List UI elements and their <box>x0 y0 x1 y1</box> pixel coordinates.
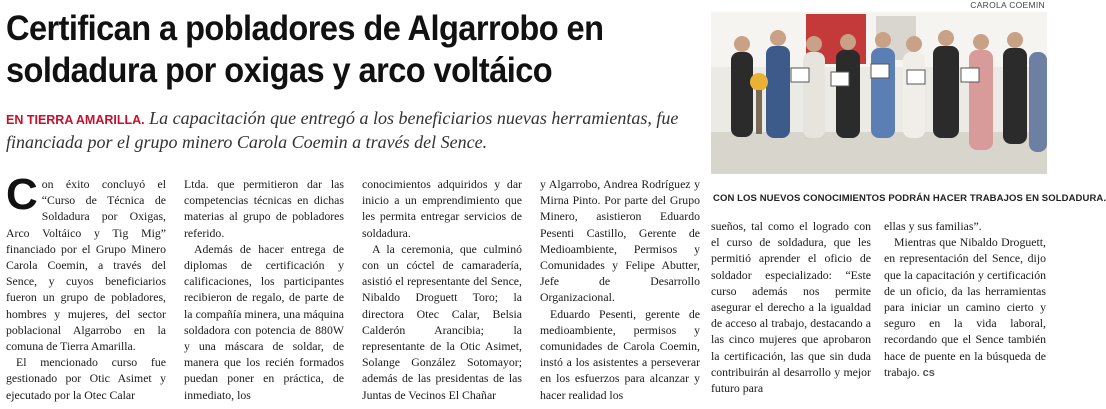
paragraph: sueños, tal como el logrado con el curso de soldadura, que les permitió aprender el oficio de soldador especializado: “Este curso además nos permite asegurar el derecho a la igualdad de acceso al trabajo, destacando a las cinco mujeres que aprobaron la certificación, las que sin duda contribuirán al desarrollo y mejor futuro para <box>711 219 871 396</box>
end-mark: cs <box>922 366 935 379</box>
paragraph-text: Mientras que Nibaldo Droguett, en representación del Sence, dijo que la capacitación y certificación de un oficio, da las herramientas para iniciar un camino cierto y seguro en la vida laboral, recordando que el Sence también hace de puente en la búsqueda de trabajo. <box>884 235 1046 379</box>
body-column-6 <box>884 218 1046 381</box>
paragraph <box>6 170 166 354</box>
paragraph: y Algarrobo, Andrea Rodríguez y Mirna Pinto. Por parte del Grupo Minero, asistieron Eduardo Pesenti Castillo, Gerente de Medioambiente, Permisos y Comunidades y Felipe Abutter, Jefe de Desarrollo Organizacional. <box>540 177 700 305</box>
kicker: EN TIERRA AMARILLA. <box>6 113 145 127</box>
paragraph: ellas y sus familias”. <box>884 219 982 233</box>
body-column-3 <box>362 176 522 403</box>
group-photo <box>711 12 1047 174</box>
paragraph: El mencionado curso fue gestionado por Otic Asimet y ejecutado por la Otec Calar <box>6 355 166 402</box>
photo-caption: CON LOS NUEVOS CONOCIMIENTOS PODRÁN HACER TRABAJOS EN SOLDADURA. <box>713 193 1106 204</box>
headline: Certifican a pobladores de Algarrobo en soldadura por oxigas y arco voltáico <box>6 9 604 90</box>
photo-block <box>709 0 1106 204</box>
paragraph: Eduardo Pesenti, gerente de medioambiente, permisos y comunidades de Carola Coemin, instó a los asistentes a perseverar en los esfuerzos para alcanzar y hacer realidad los <box>540 306 700 402</box>
body-column-5 <box>711 218 871 396</box>
body-column-4 <box>540 176 700 403</box>
group-photo-illustration <box>711 12 1047 174</box>
drop-cap: C <box>6 170 38 219</box>
body-column-1 <box>6 170 166 403</box>
photo-credit: CAROLA COEMIN <box>970 0 1045 10</box>
lead <box>6 107 706 153</box>
paragraph: A la ceremonia, que culminó con un cóctel de camaradería, asistió el representante del Sence, Nibaldo Droguett Toro; la directora Otec Calar, Belsia Calderón Arancibia; la representante de la Otic Asimet, Solange González Sotomayor; además de las presidentas de las Juntas de Vecinos El Chañar <box>362 241 522 402</box>
paragraph: conocimientos adquiridos y dar inicio a un emprendimiento que les permita entregar servicios de soldadura. <box>362 177 522 240</box>
standfirst: La capacitación que entregó a los beneficiarios nuevas herramientas, fue financiada por el grupo minero Carola Coemin a través del Sence. <box>6 108 679 152</box>
paragraph: Ltda. que permitieron dar las competencias técnicas en dichas materias al grupo de pobladores referido. <box>184 177 344 240</box>
paragraph <box>884 234 1046 381</box>
body-column-2 <box>184 176 344 403</box>
paragraph: Además de hacer entrega de diplomas de certificación y calificaciones, los participantes recibieron de regalo, de parte de la compañía minera, una máquina soldadora con potencia de 880W y una máscara de soldar, de manera que los recién formados puedan poner en práctica, de inmediato, los <box>184 241 344 402</box>
paragraph-text: on éxito concluyó el “Curso de Técnica de Soldadura por Oxigas, Arco Voltáico y Tig Mig” financiado por el Grupo Minero Carola Coemin, a través del Sence, y cuyos beneficiarios fueron un grupo de pobladores, hombres y mujeres, del sector poblacional Algarrobo en la comuna de Tierra Amarilla. <box>6 177 166 354</box>
